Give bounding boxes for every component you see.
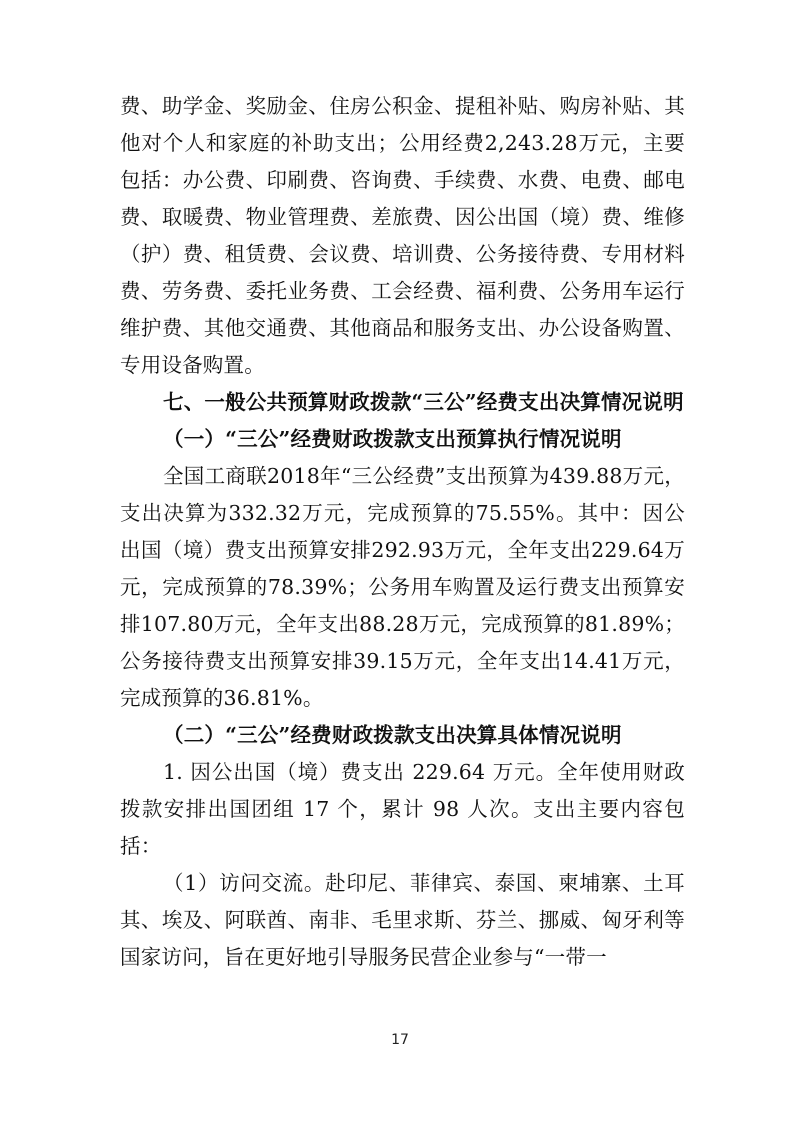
paragraph-budget-execution: 全国工商联2018年“三公经费”支出预算为439.88万元，支出决算为332.32万元，完成预算的75.55%。其中：因公出国（境）费支出预算安排292.93万元，全年支出229.64万元，完成预算的78.39%；公务用车购置及运行费支出预算安排107.80万元，全年支出88.28万元，完成预算的81.89%；公务接待费支出预算安排39.15万元，全年支出14.41万元，完成预算的36.81%。 — [120, 464, 685, 710]
page-number: 17 — [391, 1032, 409, 1048]
section-heading-seven: 七、一般公共预算财政拨款“三公”经费支出决算情况说明 — [163, 390, 684, 414]
document-body — [120, 88, 685, 976]
paragraph-expense-list: 费、助学金、奖励金、住房公积金、提租补贴、购房补贴、其他对个人和家庭的补助支出；公用经费2,243.28万元，主要包括：办公费、印刷费、咨询费、手续费、水费、电费、邮电费、取暖费、物业管理费、差旅费、因公出国（境）费、维修（护）费、租赁费、会议费、培训费、公务接待费、专用材料费、劳务费、委托业务费、工会经费、福利费、公务用车运行维护费、其他交通费、其他商品和服务支出、办公设备购置、专用设备购置。 — [120, 94, 685, 377]
paragraph-overseas-expense: 1. 因公出国（境）费支出 229.64 万元。全年使用财政拨款安排出国团组 17 个，累计 98 人次。支出主要内容包括： — [120, 760, 685, 858]
subsection-heading-one: （一）“三公”经费财政拨款支出预算执行情况说明 — [163, 427, 622, 451]
subsection-heading-two: （二）“三公”经费财政拨款支出决算具体情况说明 — [163, 723, 622, 747]
paragraph-visit-exchange: （1）访问交流。赴印尼、菲律宾、泰国、柬埔寨、土耳其、埃及、阿联酋、南非、毛里求斯、芬兰、挪威、匈牙利等国家访问，旨在更好地引导服务民营企业参与“一带一 — [120, 871, 685, 969]
